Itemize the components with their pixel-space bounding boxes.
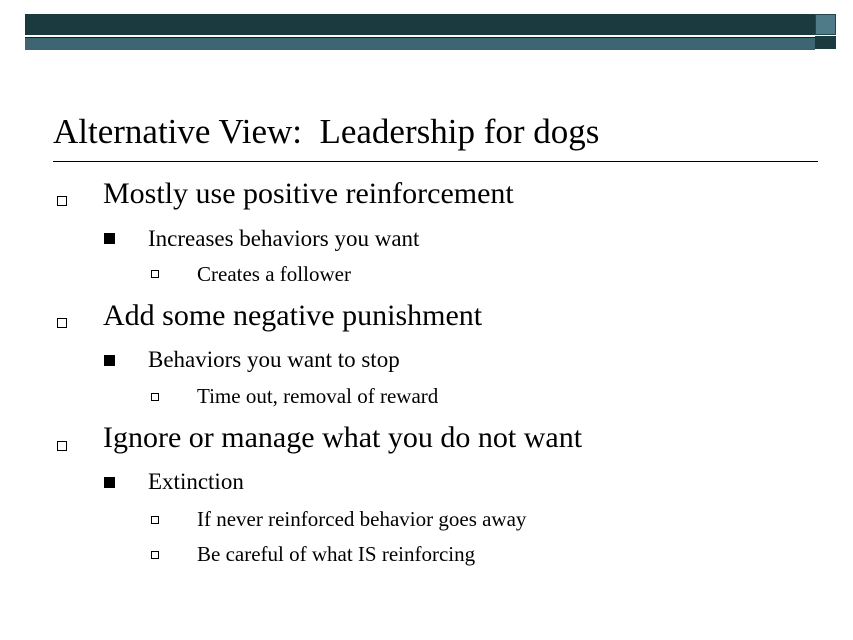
header-square-light xyxy=(815,14,836,35)
bullet-level2: Behaviors you want to stop xyxy=(148,347,400,372)
slide-title: Alternative View: Leadership for dogs xyxy=(53,112,600,151)
bullet-level3: If never reinforced behavior goes away xyxy=(197,507,527,531)
bullet-level3: Time out, removal of reward xyxy=(197,384,439,408)
hollow-square-bullet-icon xyxy=(151,270,159,278)
bullet-level1: Add some negative punishment xyxy=(103,299,483,332)
solid-square-bullet-icon xyxy=(104,233,115,244)
bullet-level2: Increases behaviors you want xyxy=(148,226,420,251)
bullet-level3: Creates a follower xyxy=(197,262,351,286)
hollow-square-bullet-icon xyxy=(57,318,67,328)
hollow-square-bullet-icon xyxy=(57,441,67,451)
header-square-dark xyxy=(815,36,836,49)
title-underline xyxy=(53,161,818,162)
solid-square-bullet-icon xyxy=(104,355,115,366)
solid-square-bullet-icon xyxy=(104,477,115,488)
hollow-square-bullet-icon xyxy=(151,393,159,401)
hollow-square-bullet-icon xyxy=(151,516,159,524)
bullet-level3: Be careful of what IS reinforcing xyxy=(197,542,476,566)
hollow-square-bullet-icon xyxy=(151,551,159,559)
hollow-square-bullet-icon xyxy=(57,196,67,206)
header-bar-dark xyxy=(25,14,815,35)
bullet-level1: Ignore or manage what you do not want xyxy=(103,421,583,454)
bullet-level2: Extinction xyxy=(148,469,244,494)
bullet-level1: Mostly use positive reinforcement xyxy=(103,177,514,210)
header-bar-mid xyxy=(25,37,815,50)
